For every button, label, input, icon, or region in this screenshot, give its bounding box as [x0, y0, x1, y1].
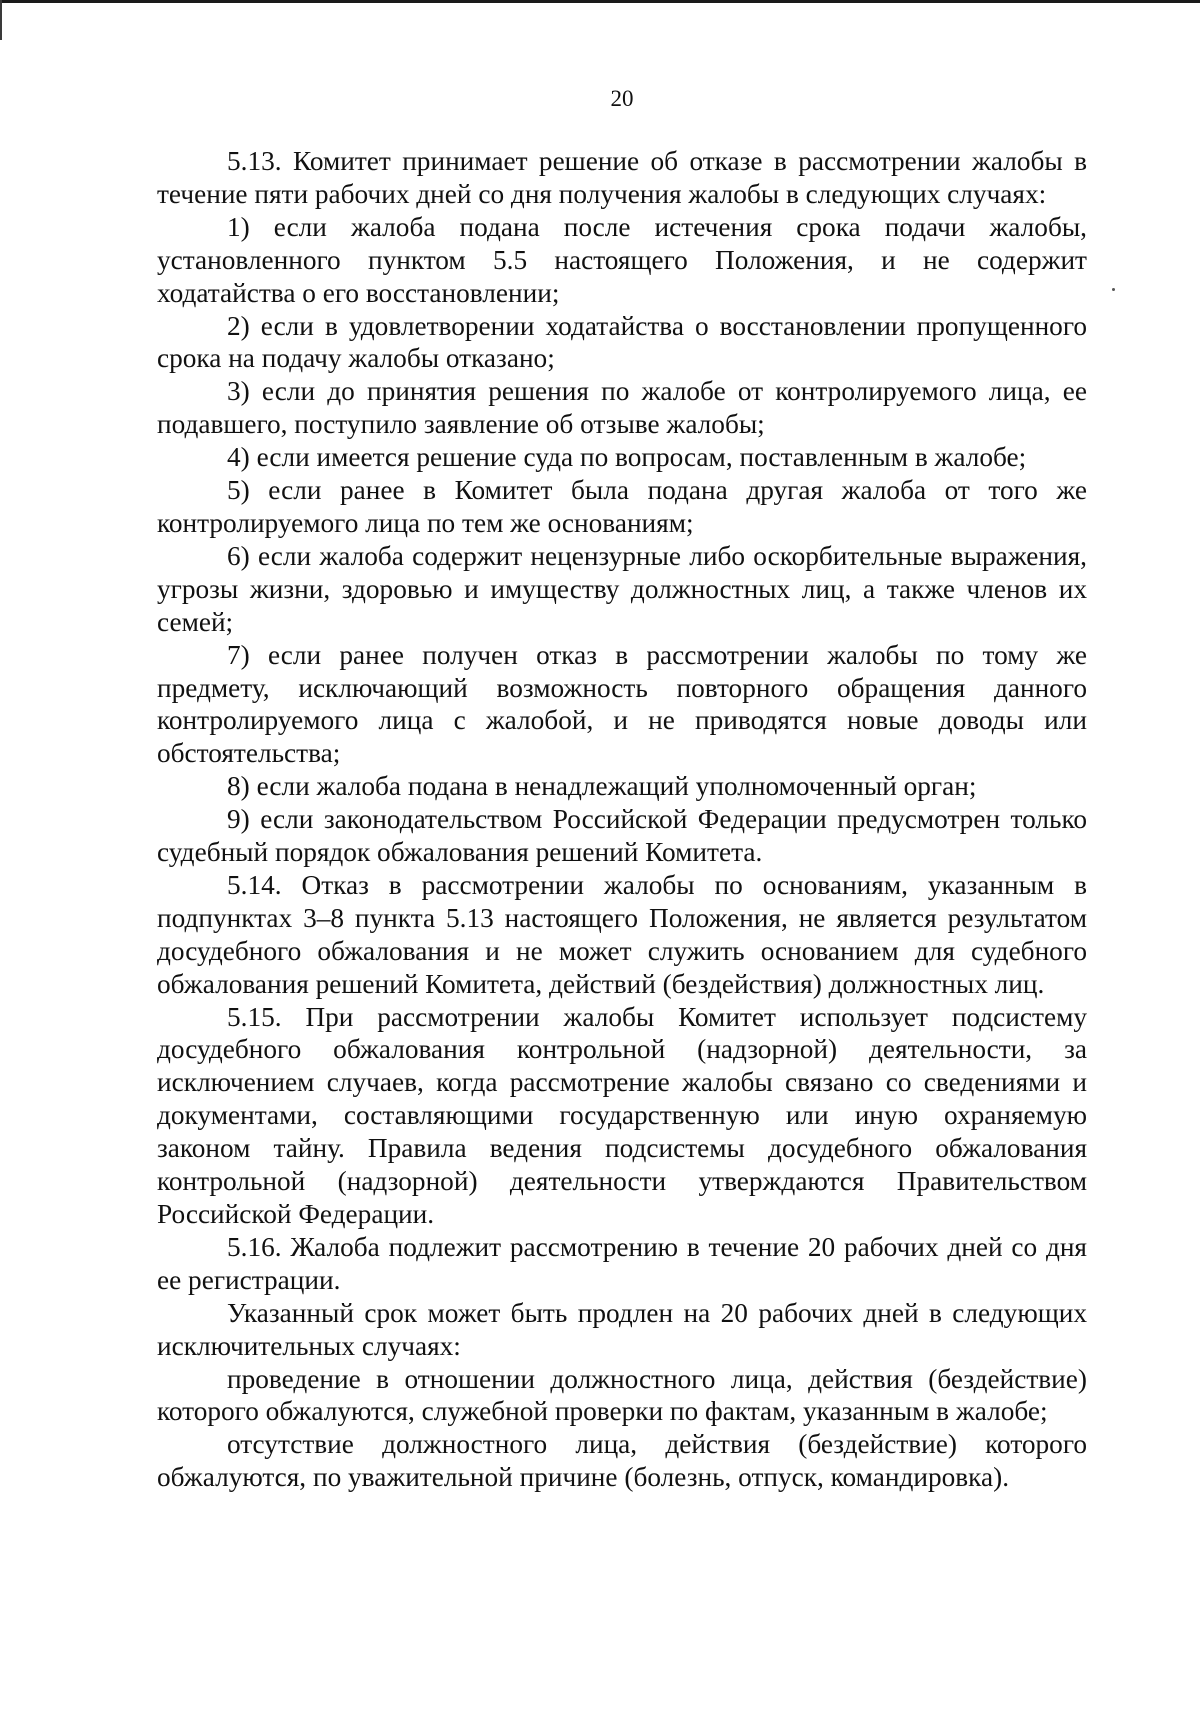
paragraph-5-14: 5.14. Отказ в рассмотрении жалобы по основаниям, указанным в подпунктах 3–8 пункта 5.13 настоящего Положения, не является результатом досудебного обжалования и не может служить основанием для судебного обжалования решений Комитета, действий (бездействия) должностных лиц. — [157, 869, 1087, 999]
paragraph-5-13: 5.13. Комитет принимает решение об отказе в рассмотрении жалобы в течение пяти рабочих дней со дня получения жалобы в следующих случаях: — [157, 146, 1087, 209]
extension-case-2: отсутствие должностного лица, действия (бездействие) которого обжалуются, по уважительной причине (болезнь, отпуск, командировка). — [157, 1429, 1087, 1493]
list-item-6: 6) если жалоба содержит нецензурные либо оскорбительные выражения, угрозы жизни, здоровью и имуществу должностных лиц, а также членов их семей; — [157, 540, 1087, 637]
list-item-9: 9) если законодательством Российской Федерации предусмотрен только судебный порядок обжалования решений Комитета. — [157, 804, 1087, 868]
paragraph-5-16: 5.16. Жалоба подлежит рассмотрению в течение 20 рабочих дней со дня ее регистрации. — [157, 1231, 1087, 1295]
list-item-8: 8) если жалоба подана в ненадлежащий уполномоченный орган; — [227, 771, 977, 802]
scan-edge-left — [0, 0, 2, 40]
page-number: 20 — [610, 86, 634, 111]
list-item-7: 7) если ранее получен отказ в рассмотрении жалобы по тому же предмету, исключающий возможность повторного обращения данного контролируемого лица с жалобой, и не приводятся новые доводы или обстоятельства; — [157, 639, 1087, 769]
document-body — [157, 145, 1087, 1494]
list-item-3: 3) если до принятия решения по жалобе от контролируемого лица, ее подавшего, поступило заявление об отзыве жалобы; — [157, 376, 1087, 440]
list-item-5: 5) если ранее в Комитет была подана другая жалоба от того же контролируемого лица по тем же основаниям; — [157, 475, 1087, 538]
list-item-2: 2) если в удовлетворении ходатайства о восстановлении пропущенного срока на подачу жалобы отказано; — [157, 310, 1087, 374]
list-item-4: 4) если имеется решение суда по вопросам, поставленным в жалобе; — [227, 442, 1027, 473]
paragraph-5-15: 5.15. При рассмотрении жалобы Комитет использует подсистему досудебного обжалования контрольной (надзорной) деятельности, за исключением случаев, когда рассмотрение жалобы связано со сведениями и документами, составляющими государственную или иную охраняемую законом тайну. Правила ведения подсистемы досудебного обжалования контрольной (надзорной) деятельности утверждаются Правительством Российской Федерации. — [157, 1001, 1087, 1229]
paragraph-extension: Указанный срок может быть продлен на 20 рабочих дней в следующих исключительных случаях: — [157, 1297, 1087, 1361]
scan-edge-top — [0, 0, 1200, 3]
list-item-1: 1) если жалоба подана после истечения срока подачи жалобы, установленного пунктом 5.5 настоящего Положения, и не содержит ходатайства о его восстановлении; — [157, 211, 1087, 308]
scan-speck — [1112, 288, 1115, 291]
extension-case-1: проведение в отношении должностного лица, действия (бездействие) которого обжалуются, служебной проверки по фактам, указанным в жалобе; — [157, 1363, 1087, 1427]
